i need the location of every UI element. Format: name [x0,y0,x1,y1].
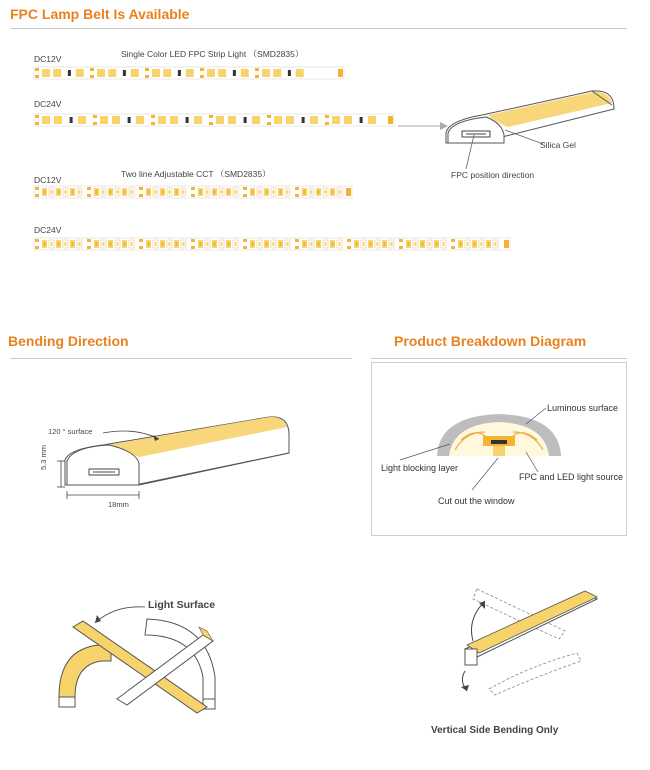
breakdown-section-title: Product Breakdown Diagram [394,333,587,349]
strip4-voltage: DC24V [34,225,62,235]
luminous-surface-label: Luminous surface [547,403,619,413]
fpc-position-label: FPC position direction [451,170,535,180]
strip2-single-color-24v [34,113,394,127]
strip1-caption: Single Color LED FPC Strip Light （SMD2835） [121,49,304,59]
silica-gel-pointer [505,130,545,150]
light-surface-label: Light Surface [148,599,216,611]
vertical-bending-label: Vertical Side Bending Only [431,725,559,736]
fpc-section-title: FPC Lamp Belt Is Available [10,6,190,22]
height-dimension-label: 5.3 mm [39,444,48,470]
bending-section-divider [10,358,352,359]
strip1-single-color-12v [34,66,344,80]
light-blocking-label: Light blocking layer [381,463,459,473]
surface-angle-label: 120 ° surface [48,427,93,436]
strip3-caption: Two line Adjustable CCT （SMD2835） [121,169,271,179]
strip3-cct-12v [34,185,352,199]
bending-profile-drawing [55,405,300,505]
cut-window-label: Cut out the window [438,496,515,506]
strip3-voltage: DC12V [34,175,62,185]
fpc-position-pointer [460,135,490,171]
breakdown-section-divider [371,358,627,359]
profile-arrow [398,120,448,132]
light-surface-drawing [55,595,255,720]
fpc-led-label: FPC and LED light source [519,472,624,482]
bending-section-title: Bending Direction [8,333,129,349]
width-dimension-label: 18mm [108,500,129,509]
strip1-voltage: DC12V [34,54,62,64]
fpc-section-divider [10,28,627,29]
silica-gel-label: Silica Gel [540,140,576,150]
strip2-voltage: DC24V [34,99,62,109]
strip4-cct-24v [34,237,510,251]
vertical-bending-drawing [455,585,605,695]
